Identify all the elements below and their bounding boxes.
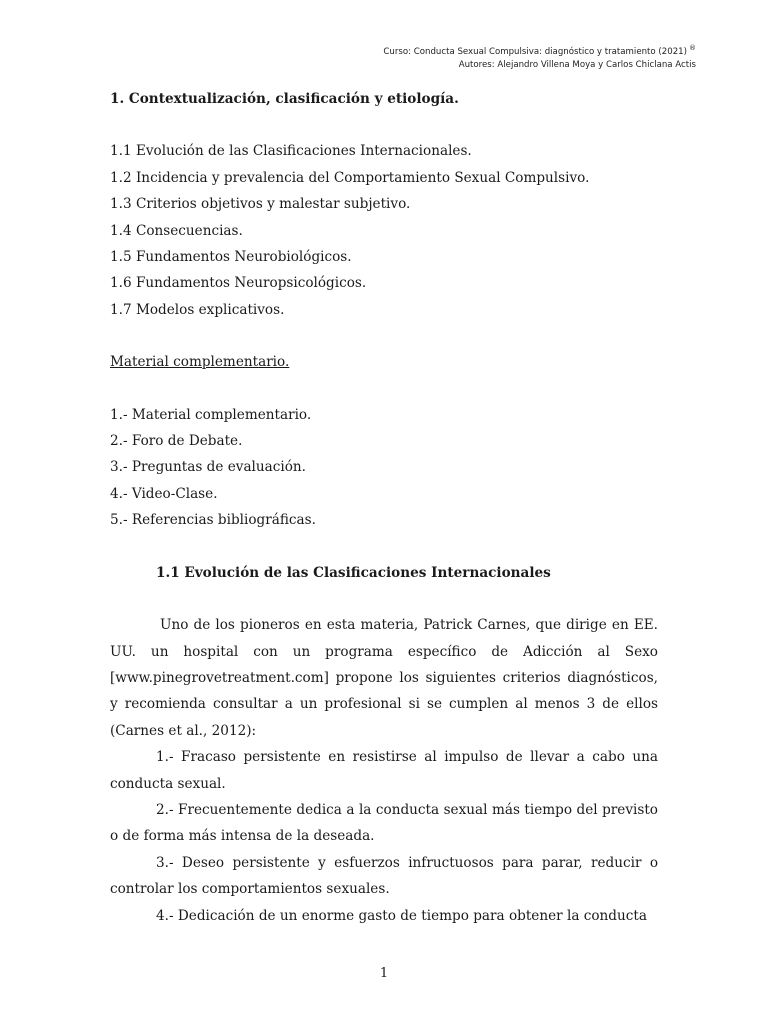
material-label: Material complementario.	[110, 354, 290, 371]
page-content	[110, 86, 658, 929]
section-heading: 1.1 Evolución de las Clasificaciones Internacionales	[156, 564, 551, 581]
toc-list	[110, 138, 658, 323]
criterion-paragraph: 3.- Deseo persistente y esfuerzos infructuosos para parar, reducir o controlar los comportamientos sexuales.	[110, 854, 658, 898]
material-item: 4.- Video-Clase.	[110, 485, 218, 502]
criterion-paragraph: 4.- Dedicación de un enorme gasto de tiempo para obtener la conducta	[156, 907, 647, 924]
material-item: 2.- Foro de Debate.	[110, 433, 243, 450]
toc-item: 1.7 Modelos explicativos.	[110, 301, 285, 318]
body-paragraph: Uno de los pioneros en esta materia, Patrick Carnes, que dirige en EE. UU. un hospital con un programa específico de Adicción al Sexo [www.pinegrovetreatment.com] propone los siguientes criterios diagnósticos, y recomienda consultar a un profesional si se cumplen al menos 3 de ellos (Carnes et al., 2012):	[110, 617, 658, 739]
running-header	[383, 42, 696, 72]
material-item: 3.- Preguntas de evaluación.	[110, 459, 306, 476]
page-number: 1	[379, 966, 389, 981]
toc-item: 1.2 Incidencia y prevalencia del Comportamiento Sexual Compulsivo.	[110, 169, 590, 186]
registered-mark: ®	[689, 44, 696, 52]
criterion-paragraph: 2.- Frecuentemente dedica a la conducta sexual más tiempo del previsto o de forma más intensa de la deseada.	[110, 801, 658, 845]
material-item: 1.- Material complementario.	[110, 406, 312, 423]
toc-item: 1.5 Fundamentos Neurobiológicos.	[110, 249, 352, 266]
main-heading: 1. Contextualización, clasificación y etiología.	[110, 91, 459, 107]
course-title: Curso: Conducta Sexual Compulsiva: diagnóstico y tratamiento (2021)	[383, 47, 687, 57]
material-list	[110, 402, 658, 534]
course-title-line	[383, 42, 696, 59]
toc-item: 1.3 Criterios objetivos y malestar subjetivo.	[110, 196, 411, 213]
toc-item: 1.1 Evolución de las Clasificaciones Internacionales.	[110, 143, 472, 160]
material-item: 5.- Referencias bibliográficas.	[110, 512, 316, 529]
criterion-paragraph: 1.- Fracaso persistente en resistirse al impulso de llevar a cabo una conducta sexual.	[110, 749, 658, 792]
authors-line: Autores: Alejandro Villena Moya y Carlos Chiclana Actis	[458, 60, 696, 70]
toc-item: 1.4 Consecuencias.	[110, 222, 243, 239]
toc-item: 1.6 Fundamentos Neuropsicológicos.	[110, 275, 367, 292]
